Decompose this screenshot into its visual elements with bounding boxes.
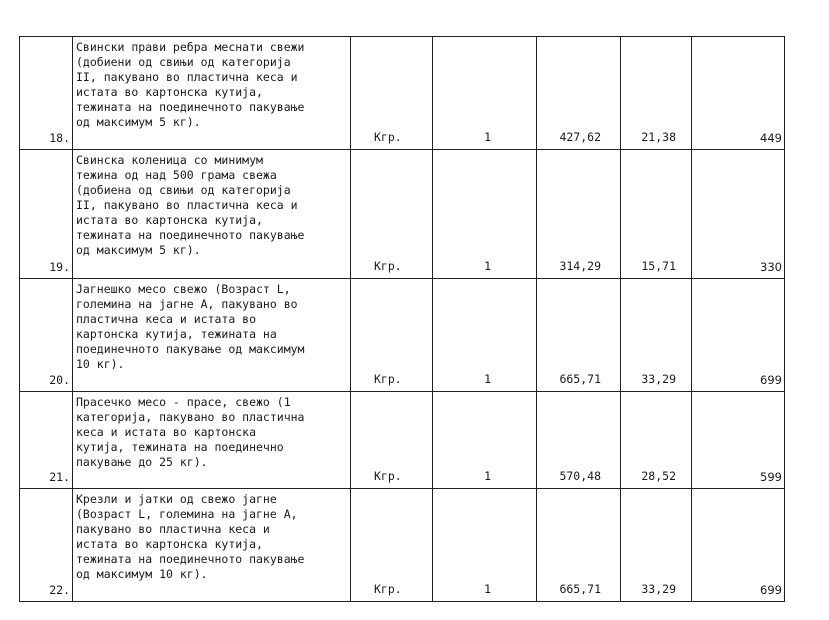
item-number: 22. (20, 489, 73, 602)
price-table (19, 36, 785, 602)
item-vat: 33,29 (621, 279, 692, 392)
item-number: 18. (20, 37, 73, 150)
item-total: 330 (692, 150, 785, 279)
table-row (20, 489, 785, 602)
item-number: 20. (20, 279, 73, 392)
item-unit-price: 427,62 (537, 37, 621, 150)
item-description: Јагнешко месо свежо (Возраст L, големина на јагне А, пакувано во пластична кеса и истата во картонска кутија, тежината на поединечното пакување од максимум 10 кг). (73, 279, 351, 392)
item-vat: 21,38 (621, 37, 692, 150)
item-unit: Кгр. (351, 489, 433, 602)
item-total: 599 (692, 392, 785, 489)
table-row (20, 279, 785, 392)
item-description: Крезли и јатки од свежо јагне (Возраст L, големина на јагне А, пакувано во пластична кеса и истата во картонска кутија, тежината на поединечното пакување од максимум 10 кг). (73, 489, 351, 602)
item-unit: Кгр. (351, 150, 433, 279)
item-unit-price: 665,71 (537, 489, 621, 602)
item-quantity: 1 (433, 279, 537, 392)
item-quantity: 1 (433, 150, 537, 279)
item-total: 449 (692, 37, 785, 150)
item-vat: 28,52 (621, 392, 692, 489)
item-total: 699 (692, 489, 785, 602)
item-description: Свинска коленица со минимум тежина од над 500 грама свежа (добиена од свињи од категорија II, пакувано во пластична кеса и истата во картонска кутија, тежината на поединечното пакување од максимум 5 кг). (73, 150, 351, 279)
table-row (20, 392, 785, 489)
item-quantity: 1 (433, 489, 537, 602)
item-vat: 33,29 (621, 489, 692, 602)
item-unit-price: 570,48 (537, 392, 621, 489)
item-unit: Кгр. (351, 279, 433, 392)
table-row (20, 150, 785, 279)
item-description: Свински прави ребра меснати свежи (добиени од свињи од категорија II, пакувано во пластична кеса и истата во картонска кутија, тежината на поединечното пакување од максимум 5 кг). (73, 37, 351, 150)
item-unit-price: 314,29 (537, 150, 621, 279)
table-row (20, 37, 785, 150)
item-quantity: 1 (433, 37, 537, 150)
item-number: 19. (20, 150, 73, 279)
item-number: 21. (20, 392, 73, 489)
item-vat: 15,71 (621, 150, 692, 279)
item-description: Прасечко месо - прасе, свежо (1 категорија, пакувано во пластична кеса и истата во картонска кутија, тежината на поединечно пакување до 25 кг). (73, 392, 351, 489)
item-unit-price: 665,71 (537, 279, 621, 392)
item-total: 699 (692, 279, 785, 392)
item-unit: Кгр. (351, 392, 433, 489)
item-unit: Кгр. (351, 37, 433, 150)
item-quantity: 1 (433, 392, 537, 489)
